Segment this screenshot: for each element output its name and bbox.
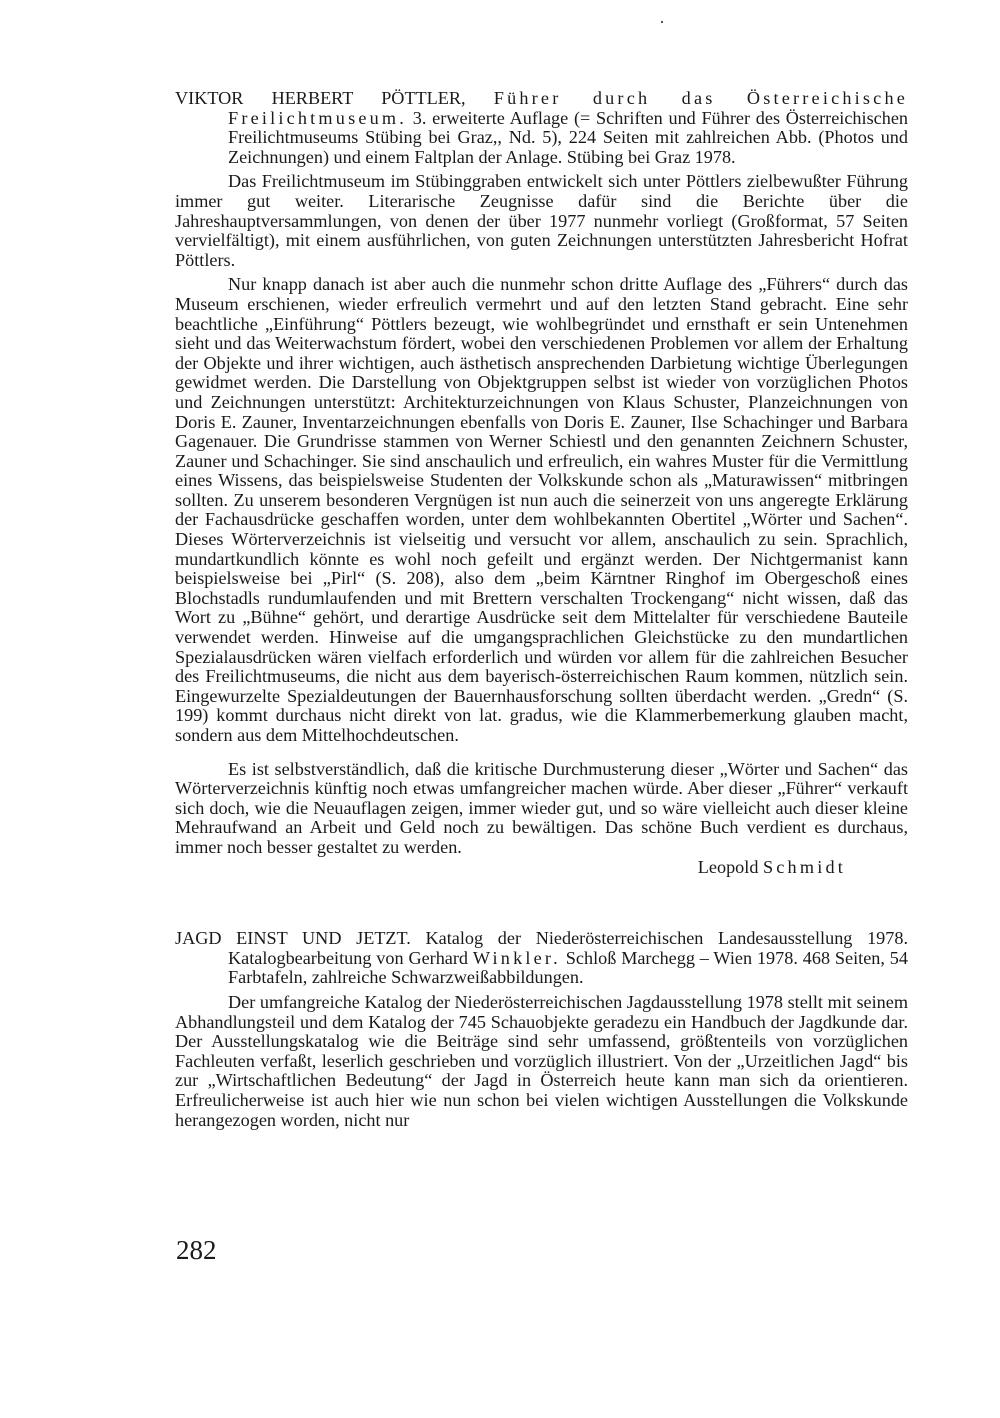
citation-title: Führer durch das Österreichische Freilichtmuseum. xyxy=(228,88,909,128)
citation-details: Katalog der Niederösterreichischen Landesausstellung 1978. Katalogbearbeitung von Gerhard xyxy=(228,928,909,968)
review-poettler xyxy=(175,89,908,877)
reviewer-last-name: Schmidt xyxy=(762,856,846,877)
citation-title: JAGD EINST UND JETZT. xyxy=(175,928,411,949)
scan-speck xyxy=(661,21,663,23)
citation-jagd xyxy=(175,929,908,988)
review-jagd xyxy=(175,929,908,1130)
review-paragraph: Das Freilichtmuseum im Stübinggraben entwickelt sich unter Pöttlers zielbewußter Führung immer gut weiter. Literarische Zeugnisse dafür sind die Berichte über die Jahreshauptversammlungen, von denen der über 1977 nunmehr vorliegt (Großformat, 57 Seiten vervielfältigt), mit einem ausführlichen, von guten Zeichnungen unterstützten Jahresbericht Hofrat Pöttlers. xyxy=(175,171,908,270)
page-number: 282 xyxy=(176,1235,217,1265)
citation-poettler xyxy=(175,89,908,167)
review-paragraph: Der umfangreiche Katalog der Niederösterreichischen Jagdausstellung 1978 stellt mit seinem Abhandlungsteil und dem Katalog der 745 Schauobjekte geradezu ein Handbuch der Jagdkunde dar. Der Ausstellungskatalog wie die Beiträge sind sehr umfassend, größtenteils von vorzüglichen Fachleuten verfaßt, leserlich geschrieben und vorzüglich illustriert. Von der „Urzeitlichen Jagd“ bis zur „Wirtschaftlichen Bedeutung“ der Jagd in Österreich heute kann man sich da orientieren. Erfreulicherweise ist auch hier wie nun schon bei vielen wichtigen Ausstellungen die Volkskunde herangezogen worden, nicht nur xyxy=(175,991,908,1130)
citation-details: Schloß Marchegg – Wien 1978. 468 Seiten, 54 Farbtafeln, zahlreiche Schwarzweißabbildungen. xyxy=(228,947,908,988)
citation-editor: Winkler. xyxy=(472,947,561,968)
document-page xyxy=(175,89,908,1130)
citation-details: 3. erweiterte Auflage (= Schriften und Führer des Österreichischen Freilichtmuseums Stübing bei Graz,, Nd. 5), 224 Seiten mit zahlreichen Abb. (Photos und Zeichnungen) und einem Faltplan der Anlage. Stübing bei Graz 1978. xyxy=(228,107,908,167)
review-paragraph: Nur knapp danach ist aber auch die nunmehr schon dritte Auflage des „Führers“ durch das Museum erschienen, wieder erfreulich vermehrt und auf den letzten Stand gebracht. Eine sehr beachtliche „Einführung“ Pöttlers bezeugt, wie wohlbegründet und ernsthaft er sein Untenehmen sieht und das Weiterwachstum fördert, wobei den verschiedenen Problemen vor allem der Erhaltung der Objekte und ihrer wichtigen, auch ästhetisch ansprechenden Darbietung wichtige Überlegungen gewidmet werden. Die Darstellung von Objektgruppen selbst ist wieder von vorzüglichen Photos und Zeichnungen unterstützt: Architekturzeichnungen von Klaus Schuster, Planzeichnungen von Doris E. Zauner, Inventarzeichnungen ebenfalls von Doris E. Zauner, Ilse Schachinger und Barbara Gagenauer. Die Grundrisse stammen von Werner Schiestl und den genannten Zeichnern Schuster, Zauner und Schachinger. Sie sind anschaulich und erfreulich, ein wahres Muster für die Vermittlung eines Wissens, das beispielsweise Studenten der Volkskunde schon als „Maturawissen“ mitbringen sollten. Zu unserem besonderen Vergnügen ist nun auch die seinerzeit von uns angeregte Erklärung der Fachausdrücke geschaffen worden, unter dem wohlbekannten Obertitel „Wörter und Sachen“. Dieses Wörterverzeichnis ist vielseitig und versucht vor allem, anschaulich zu sein. Sprachlich, mundartkundlich könnte es wohl noch gefeilt und ergänzt werden. Der Nichtgermanist kann beispielsweise bei „Pirl“ (S. 208), also dem „beim Kärntner Ringhof im Obergeschoß eines Blochstadls rundumlaufenden und mit Brettern verschalten Trockengang“ nicht wissen, daß das Wort zu „Bühne“ gehört, und derartige Ausdrücke seit dem Mittelalter für verschiedene Bauteile verwendet werden. Hinweise auf die umgangsprachlichen Gleichstücke zu den mundartlichen Spezialausdrücken wären vielfach erforderlich und würden vor allem für die zahlreichen Besucher des Freilichtmuseums, die nicht aus dem bayerisch-österreichischen Raum kommen, nützlich sein. Eingewurzelte Spezialdeutungen der Bauernhausforschung sollten überdacht werden. „Gredn“ (S. 199) kommt durchaus nicht direkt von lat. gradus, wie die Klammerbemerkung glauben macht, sondern aus dem Mittelhochdeutschen. xyxy=(175,274,908,745)
review-paragraph: Es ist selbstverständlich, daß die kritische Durchmusterung dieser „Wörter und Sachen“ das Wörterverzeichnis künftig noch etwas umfangreicher machen würde. Aber dieser „Führer“ verkauft sich doch, wie die Neuauflagen zeigen, immer wieder gut, und so wäre vielleicht auch dieser kleine Mehraufwand an Arbeit und Geld noch zu bewältigen. Das schöne Buch verdient es durchaus, immer noch besser gestaltet zu werden. xyxy=(175,758,908,857)
reviewer-signature xyxy=(175,858,908,878)
citation-author: VIKTOR HERBERT PÖTTLER, xyxy=(175,88,466,108)
reviewer-first-name: Leopold xyxy=(697,856,759,877)
